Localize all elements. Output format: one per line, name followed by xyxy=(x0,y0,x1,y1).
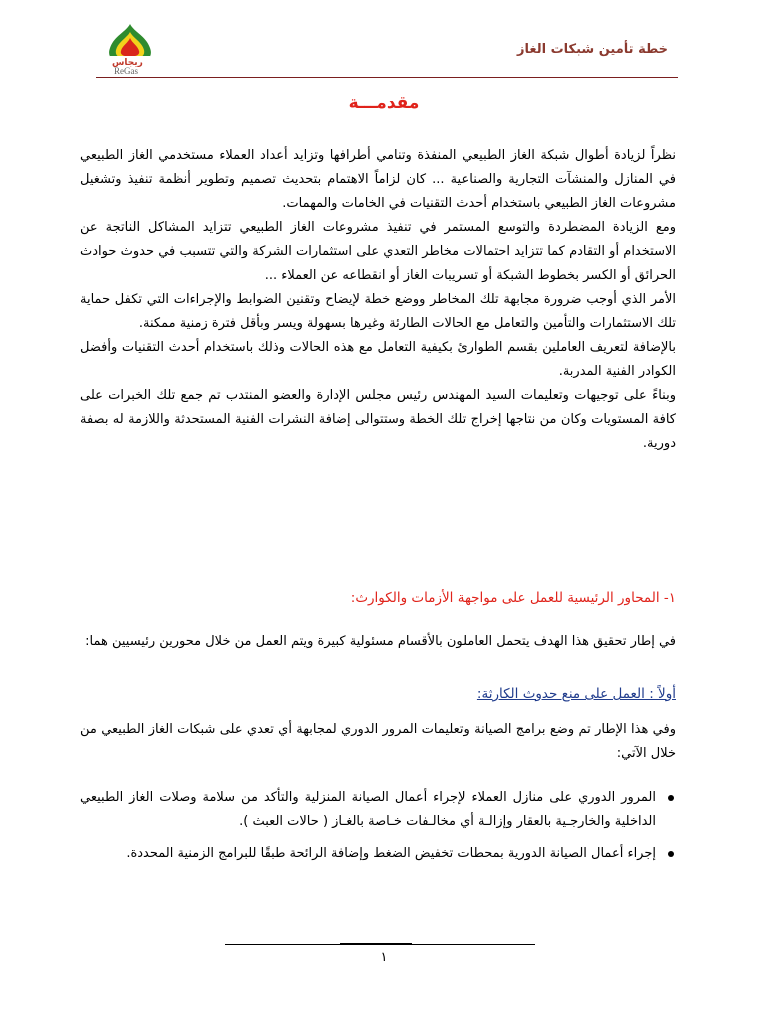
axes-heading: ١- المحاور الرئيسية للعمل على مواجهة الأزمات والكوارث: xyxy=(350,590,676,606)
first-axis-paragraph xyxy=(80,718,676,766)
section-title: مقدمـــة xyxy=(348,93,420,113)
intro-paragraph: نظراً لزيادة أطوال شبكة الغاز الطبيعي المنفذة وتنامي أطرافها وتزايد أعداد العملاء مستخدمي الغاز الطبيعي في المنازل والمنشآت التجارية والصناعية ... كان لزاماً الاهتمام بتحديث تصميم وتطوير أنظمة تنفيذ وتشغيل مشروعات الغاز الطبيعي باستخدام أحدث التقنيات في الخامات والمهمات. xyxy=(80,148,676,211)
axes-paragraph xyxy=(80,630,676,654)
list-item-text: إجراء أعمال الصيانة الدورية بمحطات تخفيض الضغط وإضافة الرائحة طبقًا للبرامج الزمنية المحددة. xyxy=(126,846,656,861)
bullet-dot-icon xyxy=(668,851,674,857)
bullet-list xyxy=(80,786,676,874)
first-axis-heading: أولاً : العمل على منع حدوث الكارثة: xyxy=(476,686,676,702)
intro-paragraph: وبناءً على توجيهات وتعليمات السيد المهندس رئيس مجلس الإدارة والعضو المنتدب تم جمع تلك الخبرات على كافة المستويات وكان من نتاجها إخراج تلك الخطة وستتوالى إضافة النشرات الفنية المستحدثة واللازمة له بصفة دورية. xyxy=(80,388,676,451)
axes-paragraph-text: في إطار تحقيق هذا الهدف يتحمل العاملون بالأقسام مسئولية كبيرة ويتم العمل من خلال محورين رئيسيين هما: xyxy=(85,634,676,649)
intro-paragraph: بالإضافة لتعريف العاملين بقسم الطوارئ بكيفية التعامل مع هذه الحالات وذلك باستخدام أحدث التقنيات وأفضل الكوادر الفنية المدربة. xyxy=(80,340,676,379)
header-title: خطة تأمين شبكات الغاز xyxy=(517,42,668,57)
list-item xyxy=(80,842,676,866)
intro-paragraph: الأمر الذي أوجب ضرورة مجابهة تلك المخاطر ووضع خطة لإيضاح وتقنين الضوابط والإجراءات التي تكفل حماية تلك الاستثمارات والتأمين والتعامل مع الحالات الطارئة وغيرها بسهولة ويسر وبأقل فترة زمنية ممكنة. xyxy=(80,292,676,331)
intro-paragraph: ومع الزيادة المضطردة والتوسع المستمر في تنفيذ مشروعات الغاز الطبيعي تتزايد المشاكل الناتجة عن الاستخدام أو التقادم كما تتزايد احتمالات مخاطر التعدي على استثمارات الشركة والتي تتسبب في حدوث حوادث الحرائق أو الكسر بخطوط الشبكة أو تسريبات الغاز أو انقطاعه عن العملاء ... xyxy=(80,220,676,283)
intro-text xyxy=(80,144,676,456)
logo-text-english: ReGas xyxy=(114,66,138,76)
bullet-dot-icon xyxy=(668,795,674,801)
list-item xyxy=(80,786,676,834)
list-item-text: المرور الدوري على منازل العملاء لإجراء أعمال الصيانة المنزلية والتأكد من سلامة وصلات الغاز الطبيعي الداخلية والخارجـية بالعقار وإزالـة أي مخالـفات خـاصة بالغـاز ( حالات العبث ). xyxy=(80,790,656,829)
page-number: ١ xyxy=(380,950,388,965)
first-axis-paragraph-text: وفي هذا الإطار تم وضع برامج الصيانة وتعليمات المرور الدوري لمجابهة أي تعدي على شبكات الغاز الطبيعي من خلال الآتي: xyxy=(80,722,676,761)
footer-divider-accent xyxy=(340,943,412,945)
logo-text-arabic: ريجاس xyxy=(112,58,143,68)
header-divider xyxy=(96,77,678,78)
